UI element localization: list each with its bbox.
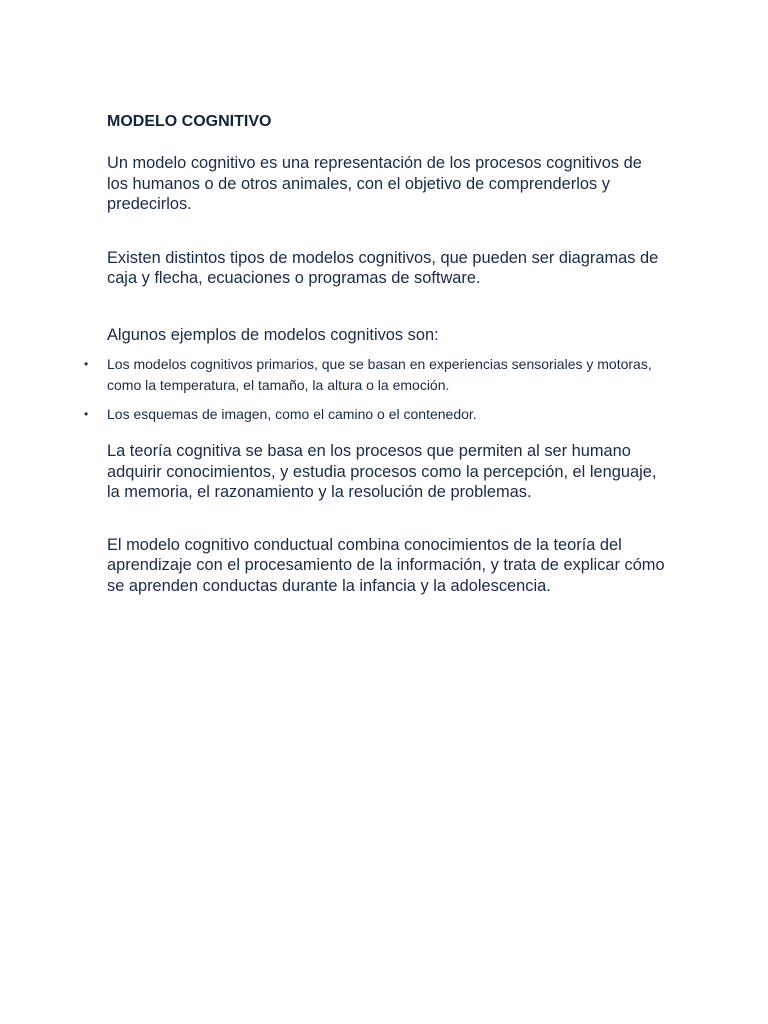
list-item-text: Los esquemas de imagen, como el camino o el contenedor.	[107, 406, 477, 422]
paragraph-behavioral-model: El modelo cognitivo conductual combina conocimientos de la teoría del aprendizaje con el procesamiento de la información, y trata de explicar cómo se aprenden conductas durante la infancia y la adolescencia.	[107, 535, 665, 595]
list-item-text: Los modelos cognitivos primarios, que se basan en experiencias sensoriales y motoras, como la temperatura, el tamaño, la altura o la emoción.	[107, 356, 652, 393]
document-title: MODELO COGNITIVO	[107, 113, 272, 130]
paragraph-definition: Un modelo cognitivo es una representación de los procesos cognitivos de los humanos o de otros animales, con el objetivo de comprenderlos y predecirlos.	[107, 154, 642, 213]
bullet-icon: •	[84, 407, 89, 421]
paragraph-types: Existen distintos tipos de modelos cognitivos, que pueden ser diagramas de caja y flecha, ecuaciones o programas de software.	[107, 248, 659, 287]
examples-list	[84, 354, 667, 425]
bullet-icon: •	[84, 357, 89, 371]
paragraph-cognitive-theory: La teoría cognitiva se basa en los procesos que permiten al ser humano adquirir conocimientos, y estudia procesos como la percepción, el lenguaje, la memoria, el razonamiento y la resolución de problemas.	[107, 442, 657, 501]
document-content	[84, 112, 667, 596]
list-item	[84, 404, 667, 425]
paragraph-examples-intro: Algunos ejemplos de modelos cognitivos son:	[107, 325, 439, 344]
list-item	[84, 354, 667, 396]
